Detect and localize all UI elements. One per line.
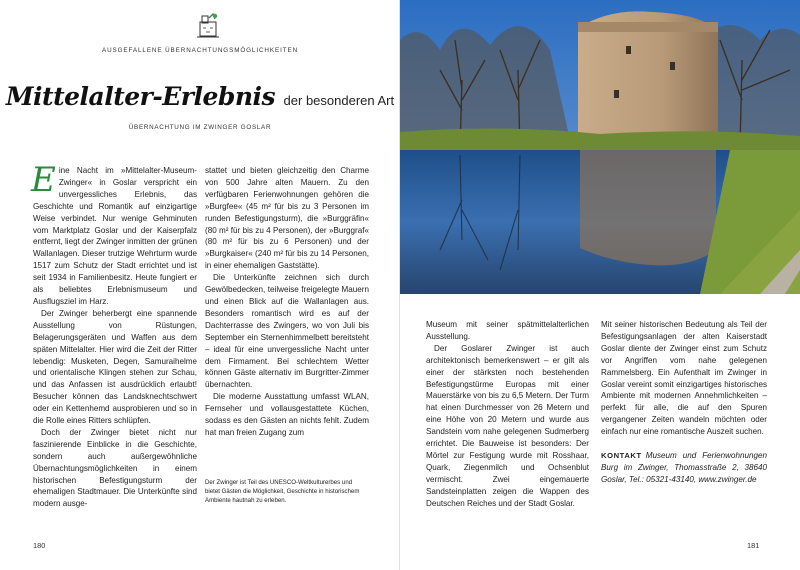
paragraph: Der Zwinger beherbergt eine spannende Ausstellung von Rüstungen, Belagerungsgeräten und Waffen aus dem späten Mittelalter. Hier wird die Zeit der Ritter lebendig: Musketen, Degen, Samuraihelme und orientalische Klingen stehen zur Schau, und das Anfassen ist ausdrücklich erlaubt! Besucher können das Landsknechtschwert oder ein Kettenhemd ausprobieren und so in die Rolle eines Ritters schlüpfen. [33,308,197,426]
text-column-4 [601,319,767,486]
kicker: AUSGEFALLENE ÜBERNACHTUNGSMÖGLICHKEITEN [101,47,299,54]
page-number-left: 180 [33,541,46,550]
paragraph: Mit seiner historischen Bedeutung als Teil der Befestigungsanlagen der alten Kaiserstadt Goslar diente der Zwinger einst zum Schutz vor Angriffen vom nahe gelegenen Rammelsberg. Ein Aufenthalt im Zwinger in Goslar vereint somit einzigartiges historisches Ambiente mit modernen Annehmlichkeiten – perfekt für alle, die auf den Spuren vergangener Zeiten wandeln möchten oder einfach nur eine romantische Auszeit suchen. [601,320,767,437]
headline-script: Mittelalter-Erlebnis [5,82,276,111]
paragraph: Die Unterkünfte zeichnen sich durch Gewölbedecken, teilweise freigelegte Mauern und einen Blick auf die Wallanlagen aus. Besonders romantisch wird es auf der Dachterrasse des Zwingers, wo von Juli bis September ein Sternenhimmelbett bereitsteht – ideal für eine unvergessliche Nacht unter dem Firmament. Bei schlechtem Wetter können Gäste alternativ im Burgritter-Zimmer übernachten. [205,273,369,390]
text-column-2 [205,165,369,439]
paragraph: Die moderne Ausstattung umfasst WLAN, Fernseher und vollausgestattete Küchen, sodass es den Gästen an nichts fehlt. Zudem hat man freien Zugang zum [205,392,369,437]
paragraph: Museum mit seiner spätmittelalterlichen Ausstellung. [426,320,589,341]
photo-caption: Der Zwinger ist Teil des UNESCO-Weltkulturerbes und bietet Gästen die Möglichkeit, Geschichte in historischem Ambiente hautnah zu erleben. [205,479,360,505]
paragraph: Doch der Zwinger bietet nicht nur faszinierende Einblicke in die Geschichte, sondern auch außergewöhnliche Übernachtungsmöglichkeiten in einem historischen Befestigungsturm der ehemaligen Stadtmauer. Die Unterkünfte sind modern ausge- [33,427,197,509]
tower-landscape-photo [400,0,800,294]
contact-text: Museum und Ferienwohnungen Burg im Zwinger, Thomasstraße 2, 38640 Goslar, Tel.: 05321-43140, www.zwinger.de [601,451,767,484]
text-column-3 [426,319,589,510]
contact-info [601,450,767,486]
headline [0,82,400,111]
fortress-sketch-icon [193,10,223,42]
contact-label: KONTAKT [601,451,642,461]
paragraph: Der Goslarer Zwinger ist auch architektonisch bemerkenswert – er gilt als einer der stärksten noch bestehenden Befestigungstürme Europas mit einer Mauerstärke von bis zu 6,5 Metern. Der Turm hat einen Durchmesser von 26 Metern und eine Höhe von 20 Metern und wurde aus Sandstein vom nahe gelegenen Sudmerberg errichtet. Die Bauweise ist besonders: Der Mörtel zur Festigung wurde mit Rosshaar, Quark, Ziegenmilch und Ochsenblut vermischt. Zwei eingemauerte Sandsteinplatten zeigen die Wappen des Deutschen Reiches und der Stadt Goslar. [426,343,589,508]
text-column-1 [31,160,197,510]
headline-rest: der besonderen Art [283,93,395,108]
paragraph: Eine Nacht im »Mittelalter-Museum-Zwinger« in Goslar verspricht ein unvergessliches Erlebnis, das Geschichte und Romantik auf einzigartige Weise verbindet. Nur wenige Gehminuten vom Marktplatz Goslar und der Kaiserpfalz entfernt, liegt der Zwinger inmitten der grünen Wallanlagen. Dieser trutzige Wehrturm wurde 1517 zum Schutz der Stadt errichtet und ist seit 1934 in Familienbesitz. Heute fungiert er als beliebtes Erlebnismuseum und Ausflugsziel im Harz. [31,160,197,306]
overline: ÜBERNACHTUNG IM ZWINGER GOSLAR [128,124,272,131]
page-number-right: 181 [747,541,760,550]
drop-cap: E [31,160,56,200]
paragraph: stattet und bieten gleichzeitig den Charme von 500 Jahre alten Mauern. Zu den verfügbaren Ferienwohnungen gehören die »Burgfee« (45 m² für bis zu 3 Personen im runden Befestigungsturm), die »Burggräfin« (80 m² für bis zu 4 Personen), der »Burggraf« (80 m² für bis zu 6 Personen) und der »Burgkaiser« (240 m² für bis zu 14 Personen, in einer ehemaligen Gaststätte). [205,166,369,271]
